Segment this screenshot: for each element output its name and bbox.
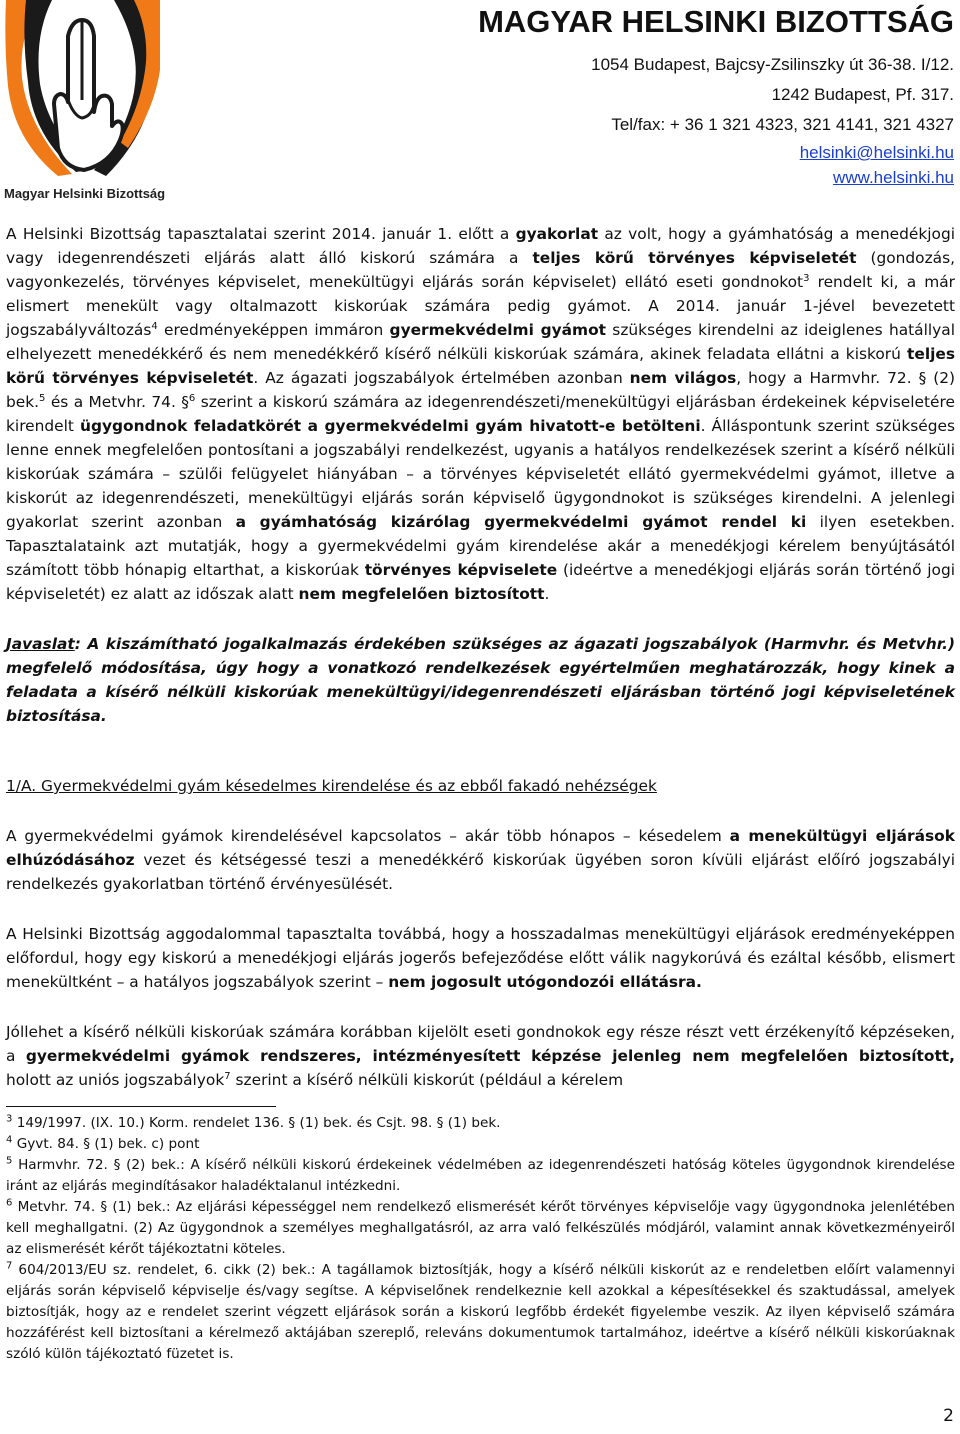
footnote-6: $^6$ Metvhr. 74. § (1) bek.: Az eljárási képességgel nem rendelkező elismerését kérőt törvényes képviselője vagy ügygondnoka jelenlétében kell meghallgatni. (2) Az ügygondnok a személyes meghallgatásról, az arra való felkészülés módjáról, valamint annak következményeiről az elismerését kérőt tájékoztatni köteles. xyxy=(6,1197,955,1257)
website-link[interactable]: www.helsinki.hu xyxy=(833,168,954,187)
page-number: 2 xyxy=(943,1406,954,1426)
footnote-ref-4[interactable]: 4 xyxy=(151,320,158,332)
organization-name: MAGYAR HELSINKI BIZOTTSÁG xyxy=(478,4,954,39)
footnote-ref-3[interactable]: 3 xyxy=(803,272,810,284)
address-line-1: 1054 Budapest, Bajcsy-Zsilinszky út 36-38. I/12. xyxy=(591,55,954,74)
paragraph-aftercare: A Helsinki Bizottság aggodalommal tapasztalta továbbá, hogy a hosszadalmas menekültügyi eljárások eredményeképpen előfordul, hogy egy kiskorú a menedékjogi eljárás jogerős befejeződése előtt válik nagykorúvá és ezáltal később, elismert menekültként – a hatályos jogszabályok szerint – nem jogosult utógondozói ellátásra. xyxy=(6,925,955,991)
organization-logo xyxy=(2,0,166,212)
section-heading-1a: 1/A. Gyermekvédelmi gyám késedelmes kirendelése és az ebből fakadó nehézségek xyxy=(6,777,657,795)
footnote-separator xyxy=(6,1106,276,1107)
footnote-7: $^7$ 604/2013/EU sz. rendelet, 6. cikk (2) bek.: A tagállamok biztosítják, hogy a kísérő nélküli kiskorút az e rendeletben előírt valamennyi eljárás során képviselő képviselje és/vagy segítse. A képviselőnek rendelkeznie kell azokkal a képesítésekkel és szaktudással, amelyek biztosítják, hogy az e rendelet szerint végzett eljárások során a kiskorú legfőbb érdekét figyelembe veszik. Az ilyen képviselő számára hozzáférést kell biztosítani a kérelmező aktájában szereplő, releváns dokumentumok tartalmához, ideértve a kísérő nélküli kiskorúaknak szóló külön tájékoztató füzetet is. xyxy=(6,1260,955,1362)
footnote-ref-7[interactable]: 7 xyxy=(224,1070,231,1082)
footnote-4: $^4$ Gyvt. 84. § (1) bek. c) pont xyxy=(6,1134,200,1152)
address-line-2: 1242 Budapest, Pf. 317. xyxy=(771,85,954,104)
paragraph-training: Jóllehet a kísérő nélküli kiskorúak számára korábban kijelölt eseti gondnokok egy része részt vett érzékenyítő képzéseken, a gyermekvédelmi gyámok rendszeres, intézményesített képzése jelenleg nem megfelelően biztosított, holott az uniós jogszabályok$^7$ szerint a kísérő nélküli kiskorút (például a kérelem xyxy=(6,1023,956,1089)
paragraph-delay: A gyermekvédelmi gyámok kirendelésével kapcsolatos – akár több hónapos – késedelem a menekültügyi eljárások elhúzódásához vezet és kétségessé teszi a menedékkérő kiskorúak ügyében soron kívüli eljárást előíró jogszabályi rendelkezés gyakorlatban történő érvényesülését. xyxy=(6,827,955,893)
footnote-3: $^3$ 149/1997. (IX. 10.) Korm. rendelet 136. § (1) bek. és Csjt. 98. § (1) bek. xyxy=(6,1113,501,1131)
document-body xyxy=(6,222,955,1365)
paragraph-guardianship-practice: A Helsinki Bizottság tapasztalatai szerint 2014. január 1. előtt a gyakorlat az volt, hogy a gyámhatóság a menedékjogi vagy idegenrendészeti eljárás alatt álló kiskorú számára a teljes körű törvényes képviseletét (gondozás, vagyonkezelés, törvényes képviselet, menekültügyi eljárás során képviselet) ellátó eseti gondnokot$^3$ rendelt ki, a már elismert menekült vagy oltalmazott kiskorúak számára pedig gyámot. A 2014. január 1-jével bevezetett jogszabályváltozás$^4$ eredményeképpen immáron gyermekvédelmi gyámot szükséges kirendelni az ideiglenes hatállyal elhelyezett menedékkérő és nem menedékkérő kísérő nélküli kiskorúak számára, akinek feladata ellátni a kiskorú teljes körű törvényes képviseletét. Az ágazati jogszabályok értelmében azonban nem világos, hogy a Harmvhr. 72. § (2) bek.$^5$ és a Metvhr. 74. §$^6$ szerint a kiskorú számára az idegenrendészeti/menekültügyi eljárásban érdekeinek képviseletére kirendelt ügygondnok feladatkörét a gyermekvédelmi gyám hivatott-e betölteni. Álláspontunk szerint szükséges lenne ennek megfelelően pontosítani a jogszabályi rendelkezést, ugyanis a hatályos rendelkezések szerint a kísérő nélküli kiskorúak számára – szülői felügyelet hiányában – a törvényes képviseletét ellátó gyermekvédelmi gyámot, illetve a kiskorút az idegenrendészeti, menekültügyi eljárás során képviselő ügygondnokot is szükséges kirendelni. A jelenlegi gyakorlat szerint azonban a gyámhatóság kizárólag gyermekvédelmi gyámot rendel ki ilyen esetekben. Tapasztalataink azt mutatják, hogy a gyermekvédelmi gyám kirendelése akár a menedékjogi kérelem benyújtásától számított több hónapig eltarthat, a kiskorúak törvényes képviselete (ideértve a menedékjogi eljárás során történő jogi képviseletét) ez alatt az időszak alatt nem megfelelően biztosított. xyxy=(6,225,956,603)
logo-caption: Magyar Helsinki Bizottság xyxy=(4,186,166,201)
email-link[interactable]: helsinki@helsinki.hu xyxy=(799,143,954,162)
hand-gesture-logo-icon xyxy=(2,0,162,185)
letterhead xyxy=(478,2,954,190)
footnote-5: $^5$ Harmvhr. 72. § (2) bek.: A kísérő nélküli kiskorú érdekeinek védelmében az idegenrendészeti hatóság köteles ügygondnok kirendelése iránt az eljárás megindításakor haladéktalanul intézkedni. xyxy=(6,1155,955,1194)
phone-fax: Tel/fax: + 36 1 321 4323, 321 4141, 321 4327 xyxy=(611,115,954,134)
footnote-ref-6[interactable]: 6 xyxy=(188,392,196,404)
footnotes xyxy=(6,1113,955,1365)
recommendation-label: Javaslat xyxy=(6,635,75,653)
footnote-ref-5[interactable]: 5 xyxy=(39,392,46,404)
recommendation-paragraph: Javaslat: A kiszámítható jogalkalmazás érdekében szükséges az ágazati jogszabályok (Harmvhr. és Metvhr.) megfelelő módosítása, úgy hogy a vonatkozó rendelkezések egyértelműen meghatározzák, hogy kinek a feladata a kísérő nélküli kiskorúak menekültügyi/idegenrendészeti eljárásban történő jogi képviseletének biztosítása. xyxy=(6,635,955,725)
